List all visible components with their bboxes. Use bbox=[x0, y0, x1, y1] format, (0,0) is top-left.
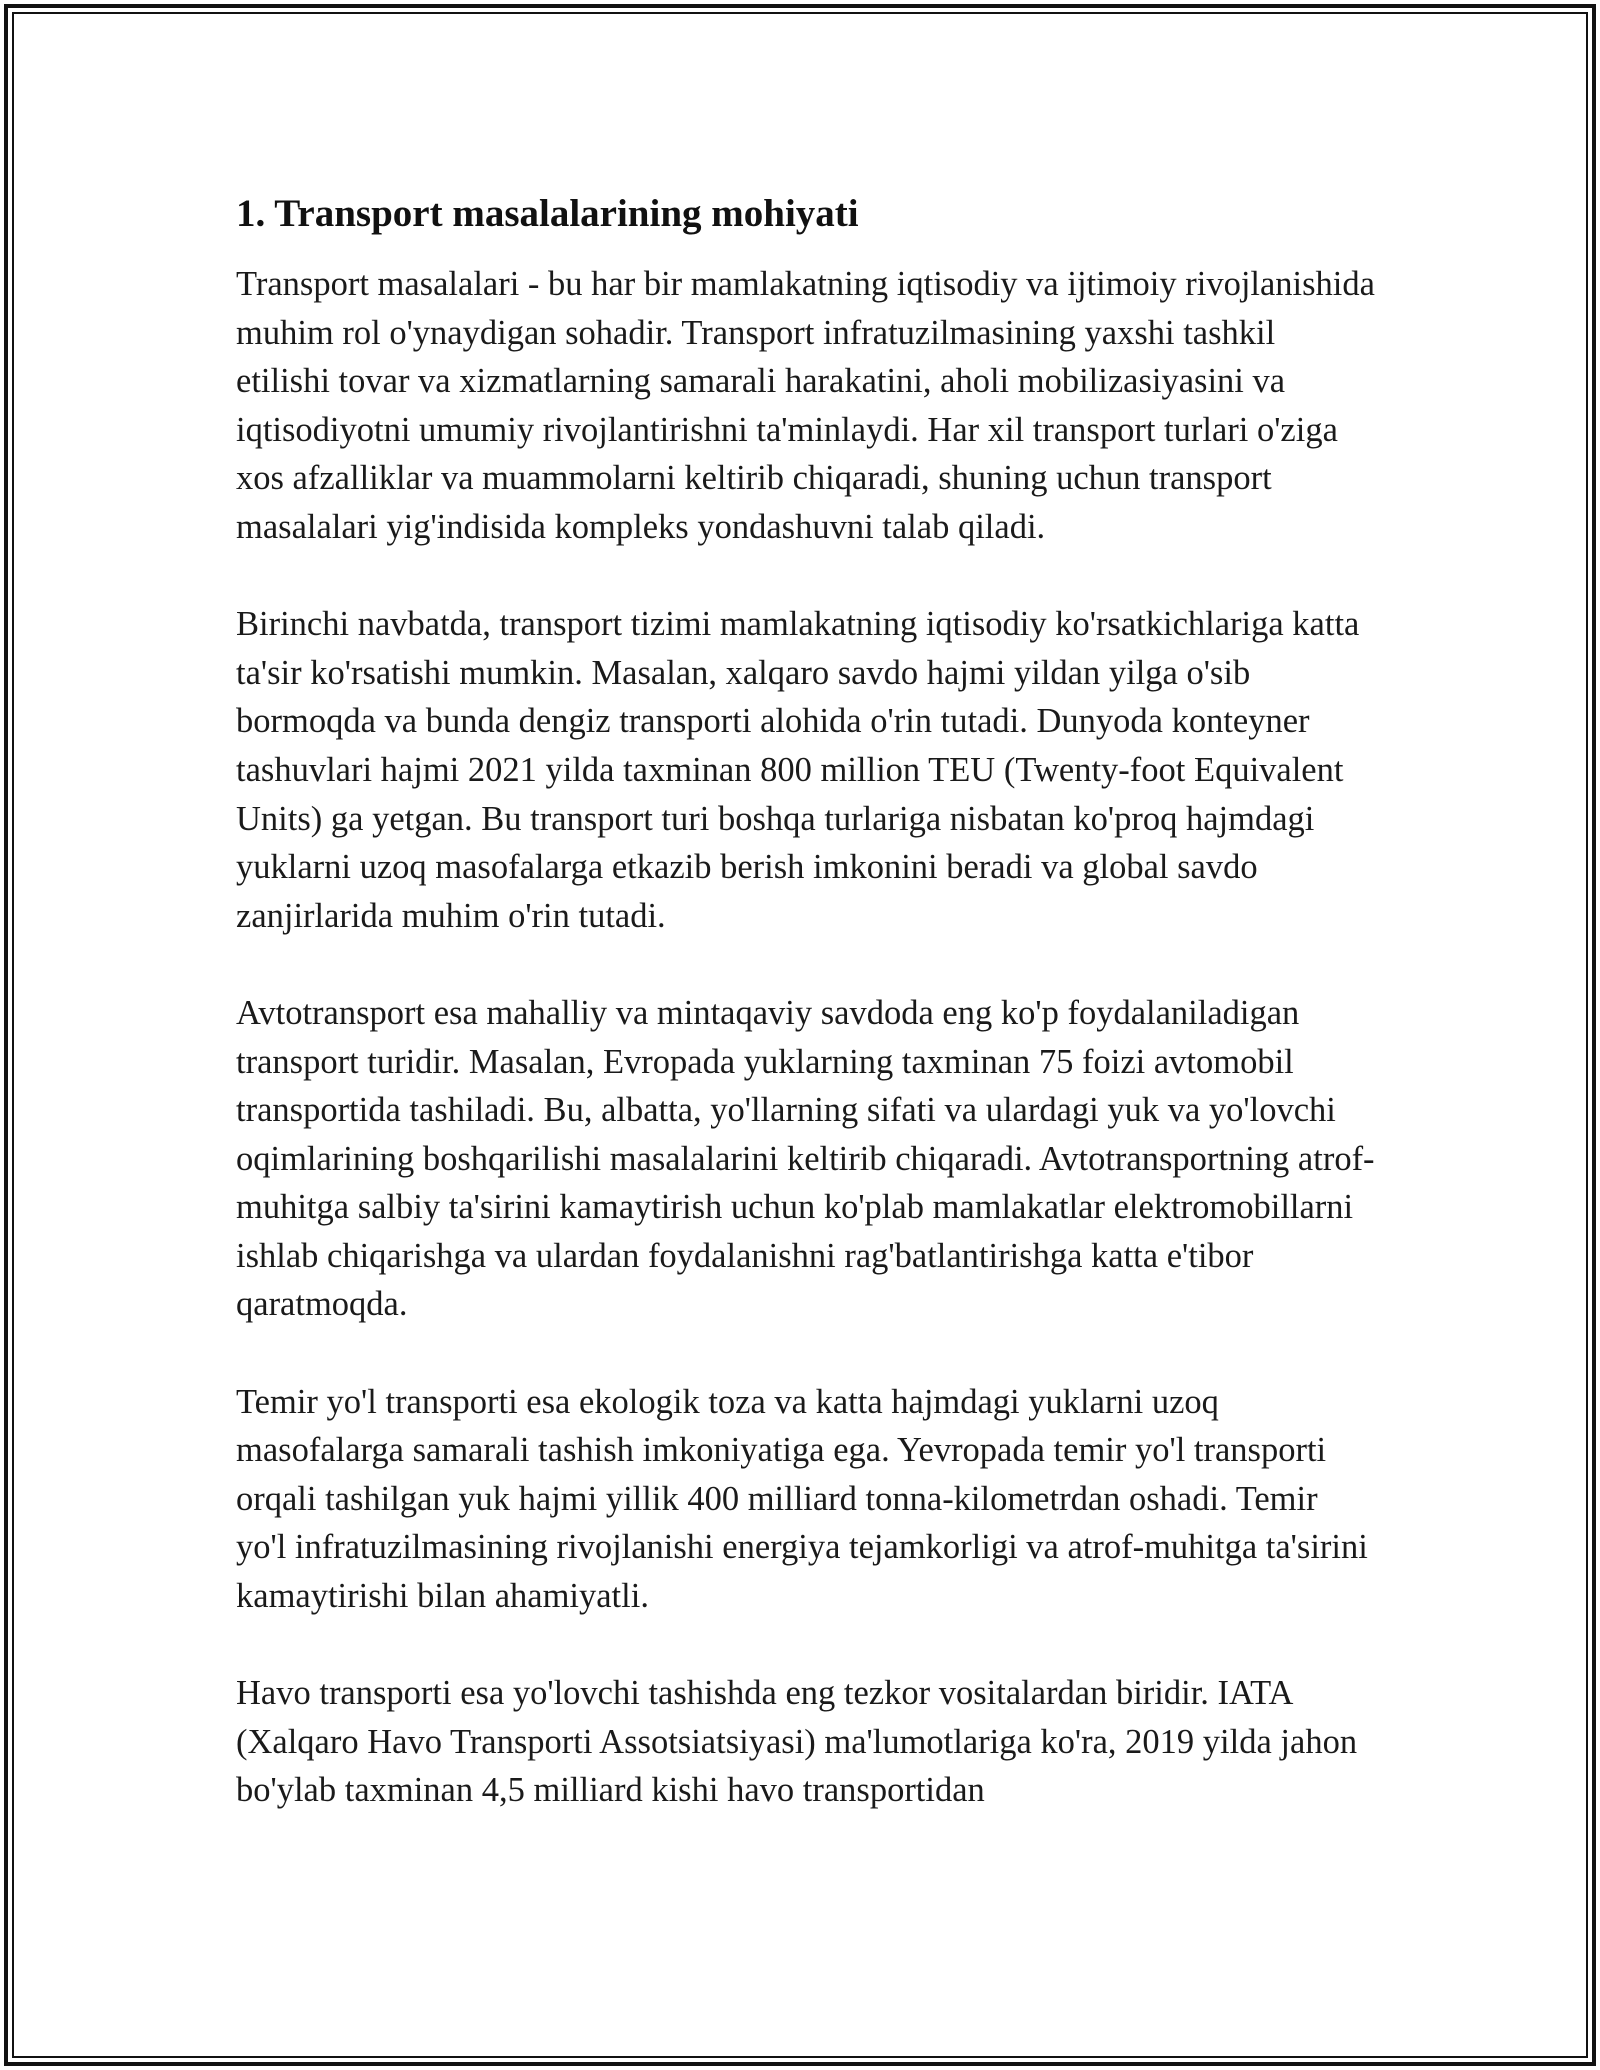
paragraph-sea-transport: Birinchi navbatda, transport tizimi mamlakatning iqtisodiy ko'rsatkichlariga katta ta'sir ko'rsatishi mumkin. Masalan, xalqaro savdo hajmi yildan yilga o'sib bormoqda va bunda dengiz transporti alohida o'rin tutadi. Dunyoda konteyner tashuvlari hajmi 2021 yilda taxminan 800 million TEU (Twenty-foot Equivalent Units) ga yetgan. Bu transport turi boshqa turlariga nisbatan ko'proq hajmdagi yuklarni uzoq masofalarga etkazib berish imkonini beradi va global savdo zanjirlarida muhim o'rin tutadi. bbox=[236, 605, 1360, 935]
paragraph-rail-transport: Temir yo'l transporti esa ekologik toza va katta hajmdagi yuklarni uzoq masofalarga samarali tashish imkoniyatiga ega. Yevropada temir yo'l transporti orqali tashilgan yuk hajmi yillik 400 milliard tonna-kilometrdan oshadi. Temir yo'l infratuzilmasining rivojlanishi energiya tejamkorligi va atrof-muhitga ta'sirini kamaytirishi bilan ahamiyatli. bbox=[236, 1382, 1368, 1616]
document-body bbox=[236, 186, 1376, 1864]
paragraph-road-transport: Avtotransport esa mahalliy va mintaqaviy savdoda eng ko'p foydalaniladigan transport turidir. Masalan, Evropada yuklarning taxminan 75 foizi avtomobil transportida tashiladi. Bu, albatta, yo'llarning sifati va ulardagi yuk va yo'lovchi oqimlarining boshqarilishi masalalarini keltirib chiqaradi. Avtotransportning atrof-muhitga salbiy ta'sirini kamaytirish uchun ko'plab mamlakatlar elektromobillarni ishlab chiqarishga va ulardan foydalanishni rag'batlantirishga katta e'tibor qaratmoqda. bbox=[236, 993, 1375, 1324]
paragraph-air-transport: Havo transporti esa yo'lovchi tashishda eng tezkor vositalardan biridir. IATA (Xalqaro Havo Transporti Assotsiatsiyasi) ma'lumotlariga ko'ra, 2019 yilda jahon bo'ylab taxminan 4,5 milliard kishi havo transportidan bbox=[236, 1674, 1358, 1810]
section-heading: 1. Transport masalalarining mohiyati bbox=[236, 192, 859, 235]
paragraph-intro: Transport masalalari - bu har bir mamlakatning iqtisodiy va ijtimoiy rivojlanishida muhim rol o'ynaydigan sohadir. Transport infratuzilmasining yaxshi tashkil etilishi tovar va xizmatlarning samarali harakatini, aholi mobilizasiyasini va iqtisodiyotni umumiy rivojlantirishni ta'minlaydi. Har xil transport turlari o'ziga xos afzalliklar va muammolarni keltirib chiqaradi, shuning uchun transport masalalari yig'indisida kompleks yondashuvni talab qiladi. bbox=[236, 265, 1375, 546]
